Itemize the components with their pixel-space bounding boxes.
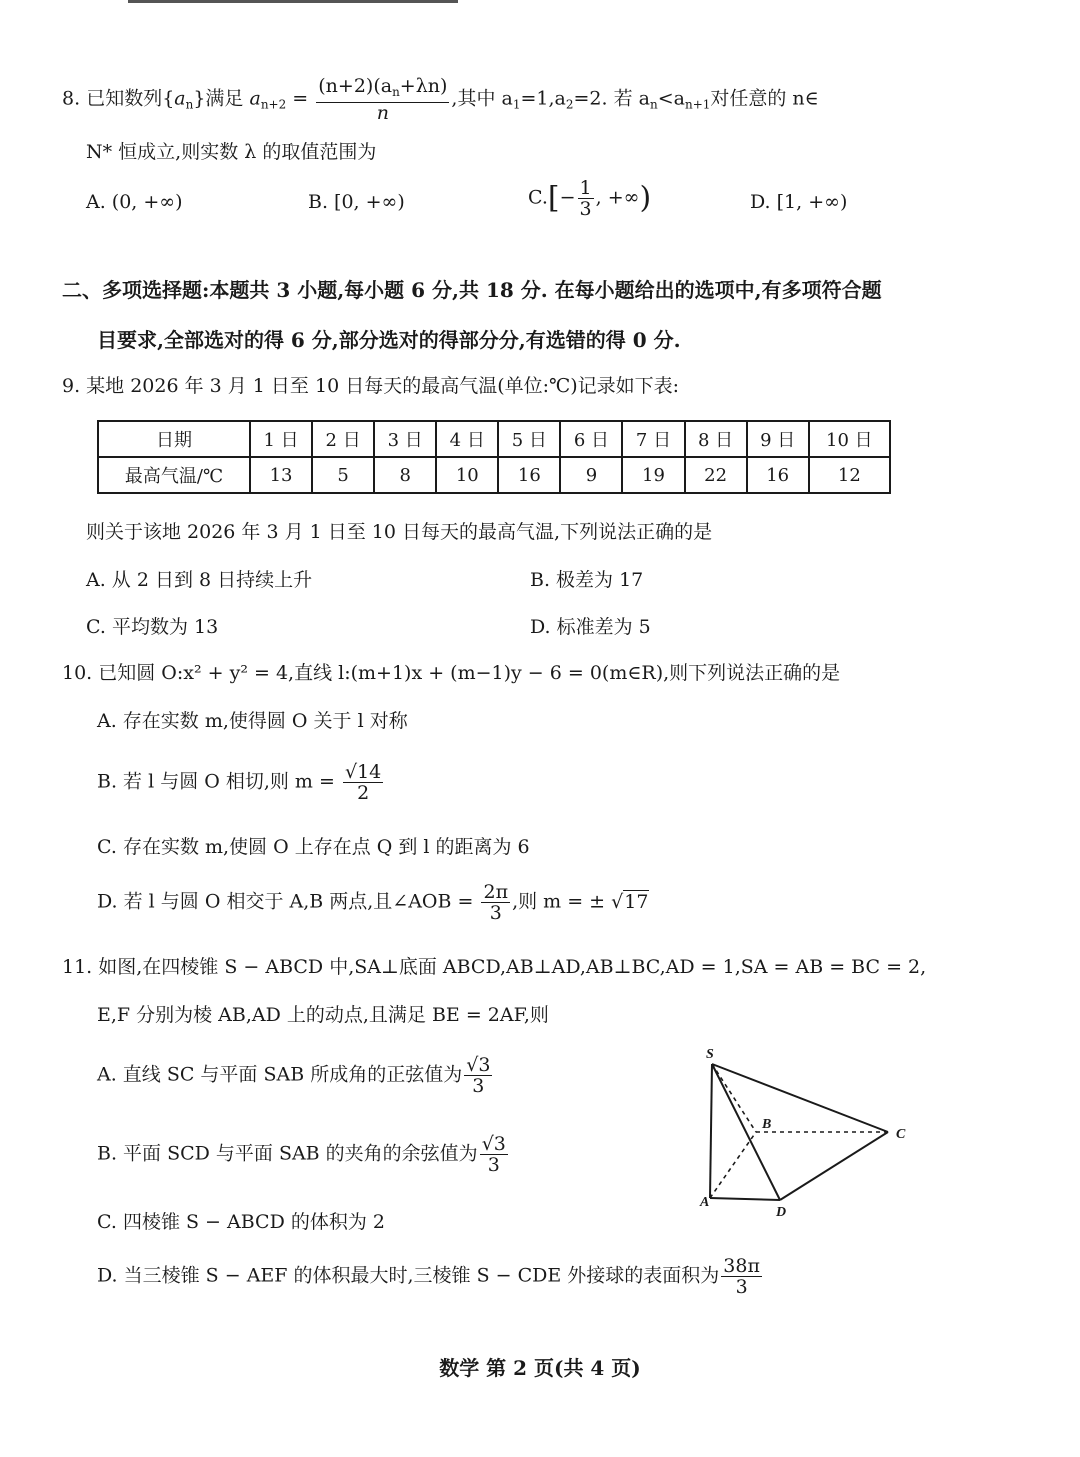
q9-option-d: D. 标准差为 5 [530,616,651,638]
table-cell: 12 [809,457,890,493]
q9-question: 则关于该地 2026 年 3 月 1 日至 10 日每天的最高气温,下列说法正确的是 [86,521,713,543]
table-cell: 16 [747,457,809,493]
label-d: D [776,1205,787,1220]
table-cell: 9 日 [747,421,809,457]
label-c: C [896,1127,906,1142]
table-cell: 8 [374,457,436,493]
q10-option-b: B. 若 l 与圆 O 相切,则 m = $\frac{√14}{2}$ [97,761,382,804]
q9-stem: 9. 某地 2026 年 3 月 1 日至 10 日每天的最高气温(单位:℃)记录如下表: [62,375,680,397]
q11-option-b: B. 平面 SCD 与平面 SAB 的夹角的余弦值为 $\frac{√3}{3}$ [97,1133,506,1176]
q10-option-d: D. 若 l 与圆 O 相交于 A,B 两点,且∠AOB = $\frac{2\pi}{3}$ ,则 m = ± √17 [97,881,649,924]
table-cell: 2 日 [312,421,374,457]
edge-sa [710,1064,712,1198]
section2-header-line1: 二、多项选择题:本题共 3 小题,每小题 6 分,共 18 分. 在每小题给出的选项中,有多项符合题 [62,278,882,302]
label-s: S [706,1047,714,1062]
q11-stem-line2: E,F 分别为棱 AB,AD 上的动点,且满足 BE = 2AF,则 [97,1004,549,1026]
q9-option-b: B. 极差为 17 [530,569,644,591]
table-cell: 3 日 [374,421,436,457]
table-cell: 7 日 [622,421,684,457]
table-row [98,421,890,457]
q10-option-c: C. 存在实数 m,使圆 O 上存在点 Q 到 l 的距离为 6 [97,836,530,858]
table-cell: 19 [622,457,684,493]
page-footer: 数学 第 2 页(共 4 页) [439,1356,641,1380]
table-cell: 6 日 [560,421,622,457]
q8-option-c: C.[− $\frac{1}{3}$ , +∞) [528,177,652,220]
edge-ad [710,1198,780,1200]
q11-option-c: C. 四棱锥 S − ABCD 的体积为 2 [97,1211,385,1233]
edge-dc [780,1132,888,1200]
table-cell: 10 [436,457,498,493]
top-rule [128,0,458,3]
temperature-table [97,420,891,494]
section2-header-line2: 目要求,全部选对的得 6 分,部分选对的得部分分,有选错的得 0 分. [97,328,681,352]
q9-option-c: C. 平均数为 13 [86,616,219,638]
table-cell: 16 [498,457,560,493]
table-row [98,457,890,493]
table-cell: 5 日 [498,421,560,457]
table-header-cell: 最高气温/℃ [98,457,250,493]
table-cell: 4 日 [436,421,498,457]
q8-option-d: D. [1, +∞) [750,191,848,213]
q11-option-d: D. 当三棱锥 S − AEF 的体积最大时,三棱锥 S − CDE 外接球的表面积为 $\frac{38\pi}{3}$ [97,1255,760,1298]
table-cell: 22 [685,457,747,493]
q8-recurrence-fraction: $\frac{(n+2)(a_n+\lambda n)}{n}$ [318,75,448,124]
q11-option-a: A. 直线 SC 与平面 SAB 所成角的正弦值为 $\frac{√3}{3}$ [97,1054,491,1097]
edge-sc [712,1064,888,1132]
table-cell: 13 [250,457,312,493]
table-cell: 5 [312,457,374,493]
label-b: B [762,1117,772,1132]
pyramid-figure [690,1040,920,1220]
label-a: A [700,1195,710,1210]
edge-sb-hidden [712,1064,756,1132]
q10-option-a: A. 存在实数 m,使得圆 O 关于 l 对称 [97,710,408,732]
table-cell: 1 日 [250,421,312,457]
q8-option-a: A. (0, +∞) [86,191,183,213]
q8-option-b: B. [0, +∞) [308,191,405,213]
table-header-cell: 日期 [98,421,250,457]
q11-stem-line1: 11. 如图,在四棱锥 S − ABCD 中,SA⊥底面 ABCD,AB⊥AD,AB⊥BC,AD = 1,SA = AB = BC = 2, [62,956,927,978]
q8-stem-line1: 8. 已知数列$\{a_n\}$满足 $a_{n+2}$ = $\frac{(n+2)(a_n+\lambda n)}{n}$ ,其中 $a_1=1,a_2=2$. 若 $a_n<a_{n+1}$对任意的 n∈ [62,75,819,124]
table-cell: 10 日 [809,421,890,457]
q8-stem-line2: N* 恒成立,则实数 λ 的取值范围为 [86,141,377,163]
edge-ab-hidden [710,1132,756,1198]
q10-stem: 10. 已知圆 O:x² + y² = 4,直线 l:(m+1)x + (m−1)y − 6 = 0(m∈R),则下列说法正确的是 [62,662,841,684]
q9-option-a: A. 从 2 日到 8 日持续上升 [86,569,313,591]
table-cell: 9 [560,457,622,493]
edge-sd [712,1064,780,1200]
table-cell: 8 日 [685,421,747,457]
